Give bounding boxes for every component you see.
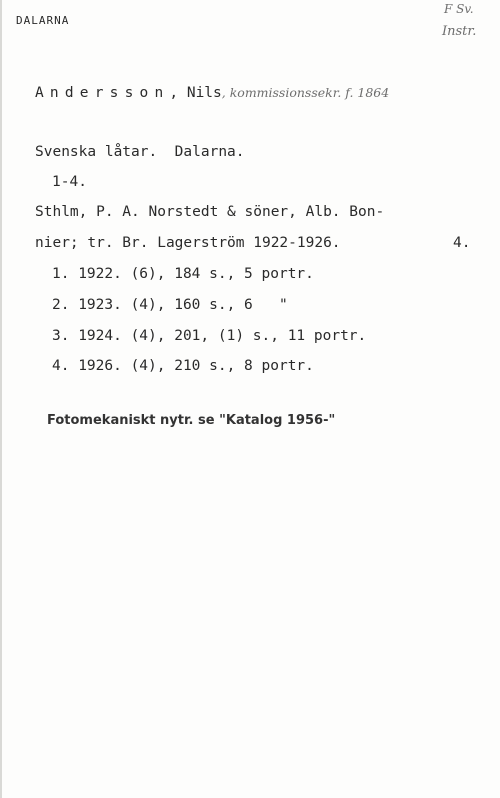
- part-line: 1. 1922. (6), 184 s., 5 portr.: [52, 266, 314, 282]
- author-entry: [35, 84, 389, 102]
- volumes-line: 1-4.: [52, 174, 87, 190]
- author-given-name: Nils: [186, 85, 222, 101]
- region-label: DALARNA: [16, 14, 70, 27]
- part-line: 4. 1926. (4), 210 s., 8 portr.: [52, 358, 314, 374]
- title-line: Svenska låtar. Dalarna.: [35, 144, 245, 160]
- author-surname: Andersson: [35, 85, 170, 101]
- author-separator: ,: [169, 85, 179, 101]
- handwritten-annotation: , kommissionssekr. f. 1864: [221, 85, 390, 100]
- imprint-line-2: nier; tr. Br. Lagerström 1922-1926.: [35, 235, 341, 251]
- corner-note-top: F Sv.: [444, 2, 474, 16]
- corner-note-bottom: Instr.: [442, 24, 477, 39]
- footnote: Fotomekaniskt nytr. se "Katalog 1956-": [47, 413, 336, 428]
- part-line: 2. 1923. (4), 160 s., 6 ": [52, 297, 288, 313]
- part-line: 3. 1924. (4), 201, (1) s., 11 portr.: [52, 328, 367, 344]
- imprint-line-1: Sthlm, P. A. Norstedt & söner, Alb. Bon-: [35, 204, 385, 220]
- format-label: 4.: [453, 235, 471, 251]
